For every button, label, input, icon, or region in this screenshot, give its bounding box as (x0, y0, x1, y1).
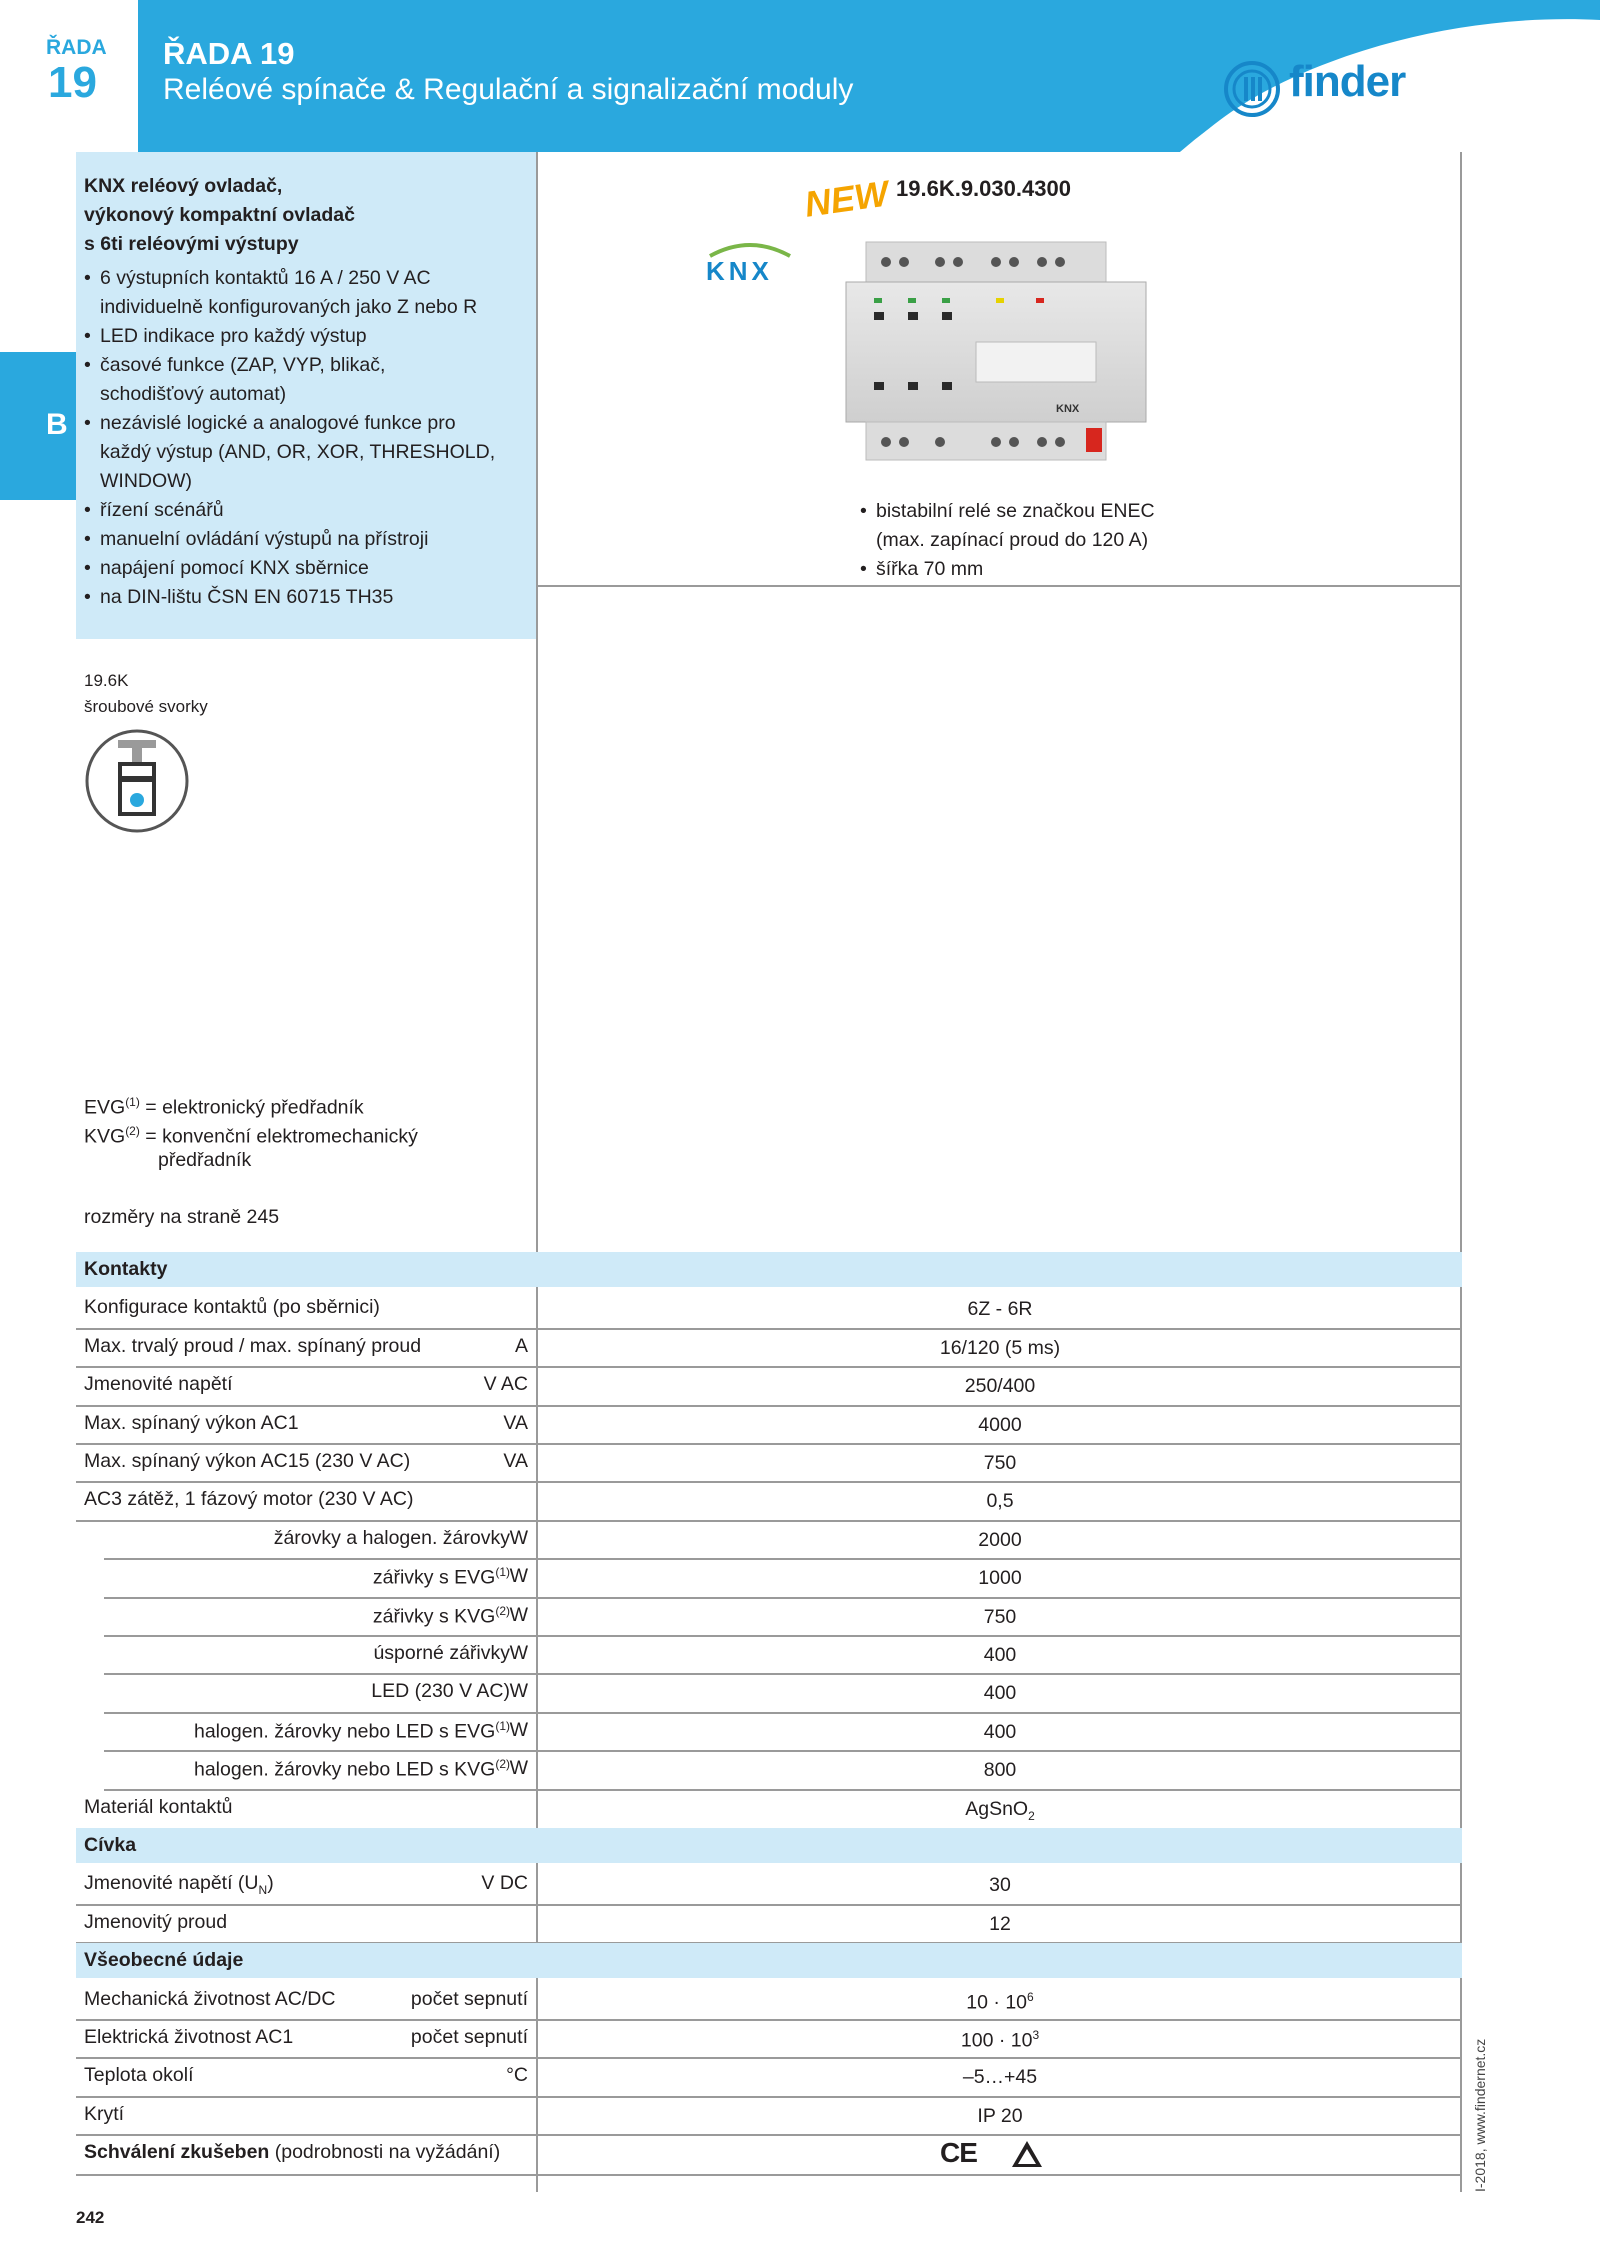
spec-value: $10 \cdot 10^6$ (966, 1990, 1034, 2014)
note-evg: $EVG^{(1)}$ = elektronický předřadník (84, 1095, 364, 1119)
bullet-dot: • (84, 528, 91, 550)
row-divider (104, 1750, 1462, 1752)
spec-unit: VA (503, 1412, 528, 1434)
footer-side-text: I-2018, www.findernet.cz (1472, 2038, 1488, 2192)
section-header (76, 1943, 1462, 1978)
product-divider (538, 585, 1460, 587)
intro-bullet (84, 322, 529, 351)
row-divider (76, 2096, 1462, 2098)
row-divider (104, 1673, 1462, 1675)
spec-label: Elektrická životnost AC1 (84, 2026, 294, 2048)
spec-label: Max. spínaný výkon AC15 (230 V AC) (84, 1450, 411, 1472)
load-label: úsporné zářivky (373, 1642, 510, 1664)
load-label: žárovky a halogen. žárovky (273, 1527, 510, 1549)
row-divider (76, 1904, 1462, 1906)
row-divider (76, 1520, 1462, 1522)
product-bullet-text: bistabilní relé se značkou ENEC (max. zapínací proud do 120 A) (876, 500, 1155, 551)
spec-value: 400 (983, 1682, 1017, 1704)
section-title: Cívka (84, 1834, 137, 1856)
spec-value: 30 (989, 1874, 1011, 1896)
intro-bullet-text: LED indikace pro každý výstup (100, 325, 367, 347)
spec-unit: VA (503, 1450, 528, 1472)
load-label: zářivky s EVG$^{(1)}$ (372, 1565, 510, 1589)
row-divider (76, 1328, 1462, 1330)
spec-value: 400 (983, 1644, 1017, 1666)
row-divider (76, 1481, 1462, 1483)
product-bullet-text: šířka 70 mm (876, 558, 984, 580)
spec-value: 250/400 (964, 1375, 1036, 1397)
spec-value: $100 \cdot 10^3$ (960, 2028, 1040, 2052)
intro-bullet-text: časové funkce (ZAP, VYP, blikač, schodišťový automat) (100, 354, 386, 405)
svg-text:KNX: KNX (1056, 403, 1080, 415)
bullet-dot: • (84, 354, 91, 376)
spec-value: IP 20 (977, 2105, 1023, 2127)
row-divider (104, 1635, 1462, 1637)
spec-label: Jmenovitý proud (84, 1911, 228, 1933)
spec-value: 12 (989, 1913, 1011, 1935)
spec-label: Mechanická životnost AC/DC (84, 1988, 336, 2010)
note-kvg: $KVG^{(2)}$ = konvenční elektromechanický (84, 1124, 418, 1148)
svg-text:NEW: NEW (801, 172, 891, 225)
spec-label: Konfigurace kontaktů (po sběrnici) (84, 1296, 380, 1318)
spec-value: 0,5 (986, 1490, 1014, 1512)
row-divider (104, 1558, 1462, 1560)
terminal-code: 19.6K (84, 671, 129, 690)
intro-bullet (84, 525, 529, 554)
intro-bullet-text: nezávislé logické a analogové funkce pro každý výstup (AND, OR, XOR, THRESHOLD, WINDOW) (100, 412, 496, 492)
dimensions-note: rozměry na straně 245 (84, 1206, 280, 1228)
bullet-dot: • (84, 267, 91, 289)
page-subtitle: Reléové spínače & Regulační a signalizační moduly (163, 73, 854, 106)
row-divider (76, 2134, 1462, 2136)
spec-unit: W (509, 1680, 528, 1702)
intro-bullet (84, 554, 529, 583)
spec-value: 750 (983, 1606, 1017, 1628)
row-divider (104, 1712, 1462, 1714)
intro-title: KNX reléový ovladač, výkonový kompaktní ovladač s 6ti reléovými výstupy (84, 175, 355, 255)
ce-mark-icon: CE (940, 2137, 977, 2168)
intro-bullet-text: napájení pomocí KNX sběrnice (100, 557, 369, 579)
load-label: halogen. žárovky nebo LED s KVG$^{(2)}$ (193, 1757, 510, 1781)
spec-value: 400 (983, 1721, 1017, 1743)
spec-unit: A (514, 1335, 528, 1357)
row-divider (76, 1405, 1462, 1407)
spec-value: 800 (983, 1759, 1017, 1781)
spec-label: Krytí (84, 2103, 125, 2125)
section-title: Všeobecné údaje (84, 1949, 244, 1971)
load-label: halogen. žárovky nebo LED s EVG$^{(1)}$ (193, 1719, 510, 1743)
new-badge-icon (800, 166, 891, 226)
bullet-dot: • (860, 500, 867, 522)
row-divider (76, 2174, 1462, 2176)
bullet-dot: • (84, 557, 91, 579)
note-kvg-cont: předřadník (158, 1149, 252, 1171)
intro-bullet (84, 264, 529, 322)
spec-unit: V DC (481, 1872, 528, 1894)
load-label: zářivky s KVG$^{(2)}$ (372, 1604, 510, 1628)
spec-unit: W (509, 1527, 528, 1549)
intro-bullet (84, 496, 529, 525)
load-label: LED (230 V AC) (371, 1680, 510, 1702)
intro-bullet-text: manuelní ovládání výstupů na přístroji (100, 528, 429, 550)
spec-value: –5…+45 (962, 2066, 1038, 2088)
spec-label: Jmenovité napětí (84, 1373, 233, 1395)
section-header (76, 1252, 1462, 1287)
finder-logo-icon (1222, 58, 1282, 120)
row-divider (104, 1597, 1462, 1599)
row-divider (104, 1789, 1462, 1791)
intro-bullet (84, 583, 529, 612)
spec-unit: počet sepnutí (410, 1988, 528, 2010)
spec-label: Materiál kontaktů (84, 1796, 233, 1818)
intro-bullet (84, 351, 529, 409)
bullet-dot: • (84, 586, 91, 608)
spec-value: 4000 (978, 1414, 1022, 1436)
product-image (846, 232, 1166, 472)
intro-bullet-text: řízení scénářů (100, 499, 224, 521)
bullet-dot: • (84, 412, 91, 434)
knx-logo-icon (700, 236, 800, 286)
spec-unit: W (509, 1642, 528, 1664)
row-divider (76, 2019, 1462, 2021)
spec-label: Max. trvalý proud / max. spínaný proud (84, 1335, 422, 1357)
spec-unit: °C (506, 2064, 528, 2086)
section-tab: B (0, 352, 76, 500)
spec-unit: W (509, 1604, 528, 1626)
intro-bullet-text: 6 výstupních kontaktů 16 A / 250 V AC individuelně konfigurovaných jako Z nebo R (100, 267, 478, 318)
intro-bullet (84, 409, 529, 496)
spec-label: AC3 zátěž, 1 fázový motor (230 V AC) (84, 1488, 414, 1510)
spec-label: Jmenovité napětí $(U_N)$ (84, 1872, 274, 1897)
product-bullet (860, 497, 1360, 555)
svg-text:KNX: KNX (706, 256, 773, 286)
page-title: ŘADA 19 (163, 36, 295, 71)
product-bullet (860, 555, 1360, 584)
section-header (76, 1828, 1462, 1863)
spec-label: Teplota okolí (84, 2064, 194, 2086)
page-number: 242 (76, 2208, 105, 2227)
spec-unit: W (509, 1757, 528, 1779)
bullet-dot: • (84, 499, 91, 521)
spec-unit: počet sepnutí (410, 2026, 528, 2048)
terminal-label: šroubové svorky (84, 697, 208, 716)
spec-value: AgSnO$_2$ (965, 1798, 1035, 1823)
series-label: ŘADA (46, 36, 107, 59)
spec-label: Max. spínaný výkon AC1 (84, 1412, 299, 1434)
section-title: Kontakty (84, 1258, 168, 1280)
enec-mark-icon (1010, 2139, 1044, 2169)
bullet-dot: • (84, 325, 91, 347)
screw-terminal-icon (84, 728, 190, 834)
spec-value: 750 (983, 1452, 1017, 1474)
spec-unit: W (509, 1719, 528, 1741)
spec-unit: W (509, 1565, 528, 1587)
product-code: 19.6K.9.030.4300 (896, 176, 1071, 201)
row-divider (76, 2057, 1462, 2059)
series-number: 19 (48, 58, 97, 107)
row-divider (76, 1366, 1462, 1368)
brand-name: finder (1289, 57, 1406, 106)
bullet-dot: • (860, 558, 867, 580)
spec-unit: V AC (483, 1373, 528, 1395)
row-divider (76, 1443, 1462, 1445)
approvals-label: Schválení zkušeben (podrobnosti na vyžádání) (84, 2141, 501, 2163)
spec-value: 2000 (978, 1529, 1022, 1551)
spec-value: 16/120 (5 ms) (939, 1337, 1061, 1359)
spec-value: 6Z - 6R (967, 1298, 1033, 1320)
spec-value: 1000 (978, 1567, 1022, 1589)
intro-bullet-text: na DIN-lištu ČSN EN 60715 TH35 (100, 586, 394, 608)
